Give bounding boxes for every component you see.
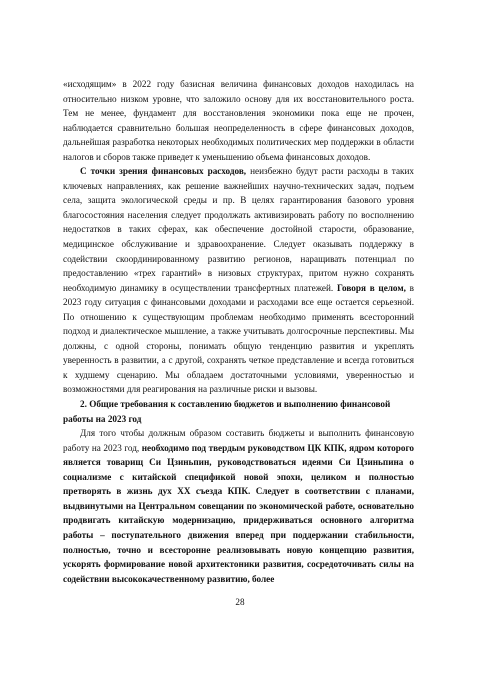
bold-lead: Говоря в целом,: [336, 282, 406, 293]
paragraph: [63, 164, 414, 397]
paragraph-text: неизбежно будут расти расходы в таких ключевых направлениях, как решение важнейших научно-технических задач, подъем села, защита экологической среды и пр. В целях гарантирования базового уровня благосостояния населения следует продолжать активизировать работу по восполнению недостатков в таких сферах, как обеспечение достойной старости, образование, медицинское обслуживание и здравоохранение. Следует оказывать поддержку в содействии скоординированному развитию регионов, наращивать потенциал по предоставлению «трех гарантий» в низовых структурах, притом нужно сохранять необходимую динамику в осуществлении трансфертных платежей.: [63, 166, 414, 293]
paragraph-text: в 2023 году ситуация с финансовыми доходами и расходами все еще остается серьезной. По отношению к существующим проблемам необходимо применять всесторонний подход и диалектическое мышление, а также учитывать долгосрочные перспективы. Мы должны, с одной стороны, понимать общую тенденцию развития и укреплять уверенность в развитии, а с другой, сохранять четкое представление и всегда готовиться к худшему сценарию. Мы обладаем достаточными условиями, уверенностью и возможностями для реагирования на различные риски и вызовы.: [63, 282, 414, 395]
section-heading: 2. Общие требования к составлению бюджетов и выполнению финансовой работы на 2023 год: [63, 399, 391, 424]
paragraph: [63, 77, 414, 164]
body-text: [63, 77, 414, 586]
bold-lead: С точки зрения финансовых расходов,: [80, 166, 247, 177]
paragraph: [63, 426, 414, 586]
bold-text: необходимо под твердым руководством ЦК КПК, ядром которого является товарищ Си Цзиньпин, руководствоваться идеями Си Цзиньпина о социализме с китайской спецификой новой эпохи, целиком и полностью претворять в жизнь дух XX съезда КПК. Следует в соответствии с планами, выдвинутыми на Центральном совещании по экономической работе, основательно продвигать китайскую модернизацию, придерживаться основного алгоритма работы – поступательного движения вперед при поддержании стабильности, полностью, точно и всесторонне реализовывать новую концепцию развития, ускорять формирование новой архитектоники развития, сосредоточивать силы на содействии высококачественному развитию, более: [63, 442, 414, 584]
paragraph-text: Для того чтобы должным образом составить бюджеты и выполнить финансовую работу на 2023 год,: [63, 428, 414, 453]
page-number: 28: [235, 597, 245, 607]
paragraph-text: «исходящим» в 2022 году базисная величина финансовых доходов находилась на относительно низком уровне, что заложило основу для их восстановительного роста. Тем не менее, фундамент для восстановления экономики пока еще не прочен, наблюдается сравнительно большая неопределенность в сфере финансовых доходов, дальнейшая разработка некоторых необходимых политических мер поддержки в области налогов и сборов также приведет к уменьшению объема финансовых доходов.: [63, 79, 414, 162]
